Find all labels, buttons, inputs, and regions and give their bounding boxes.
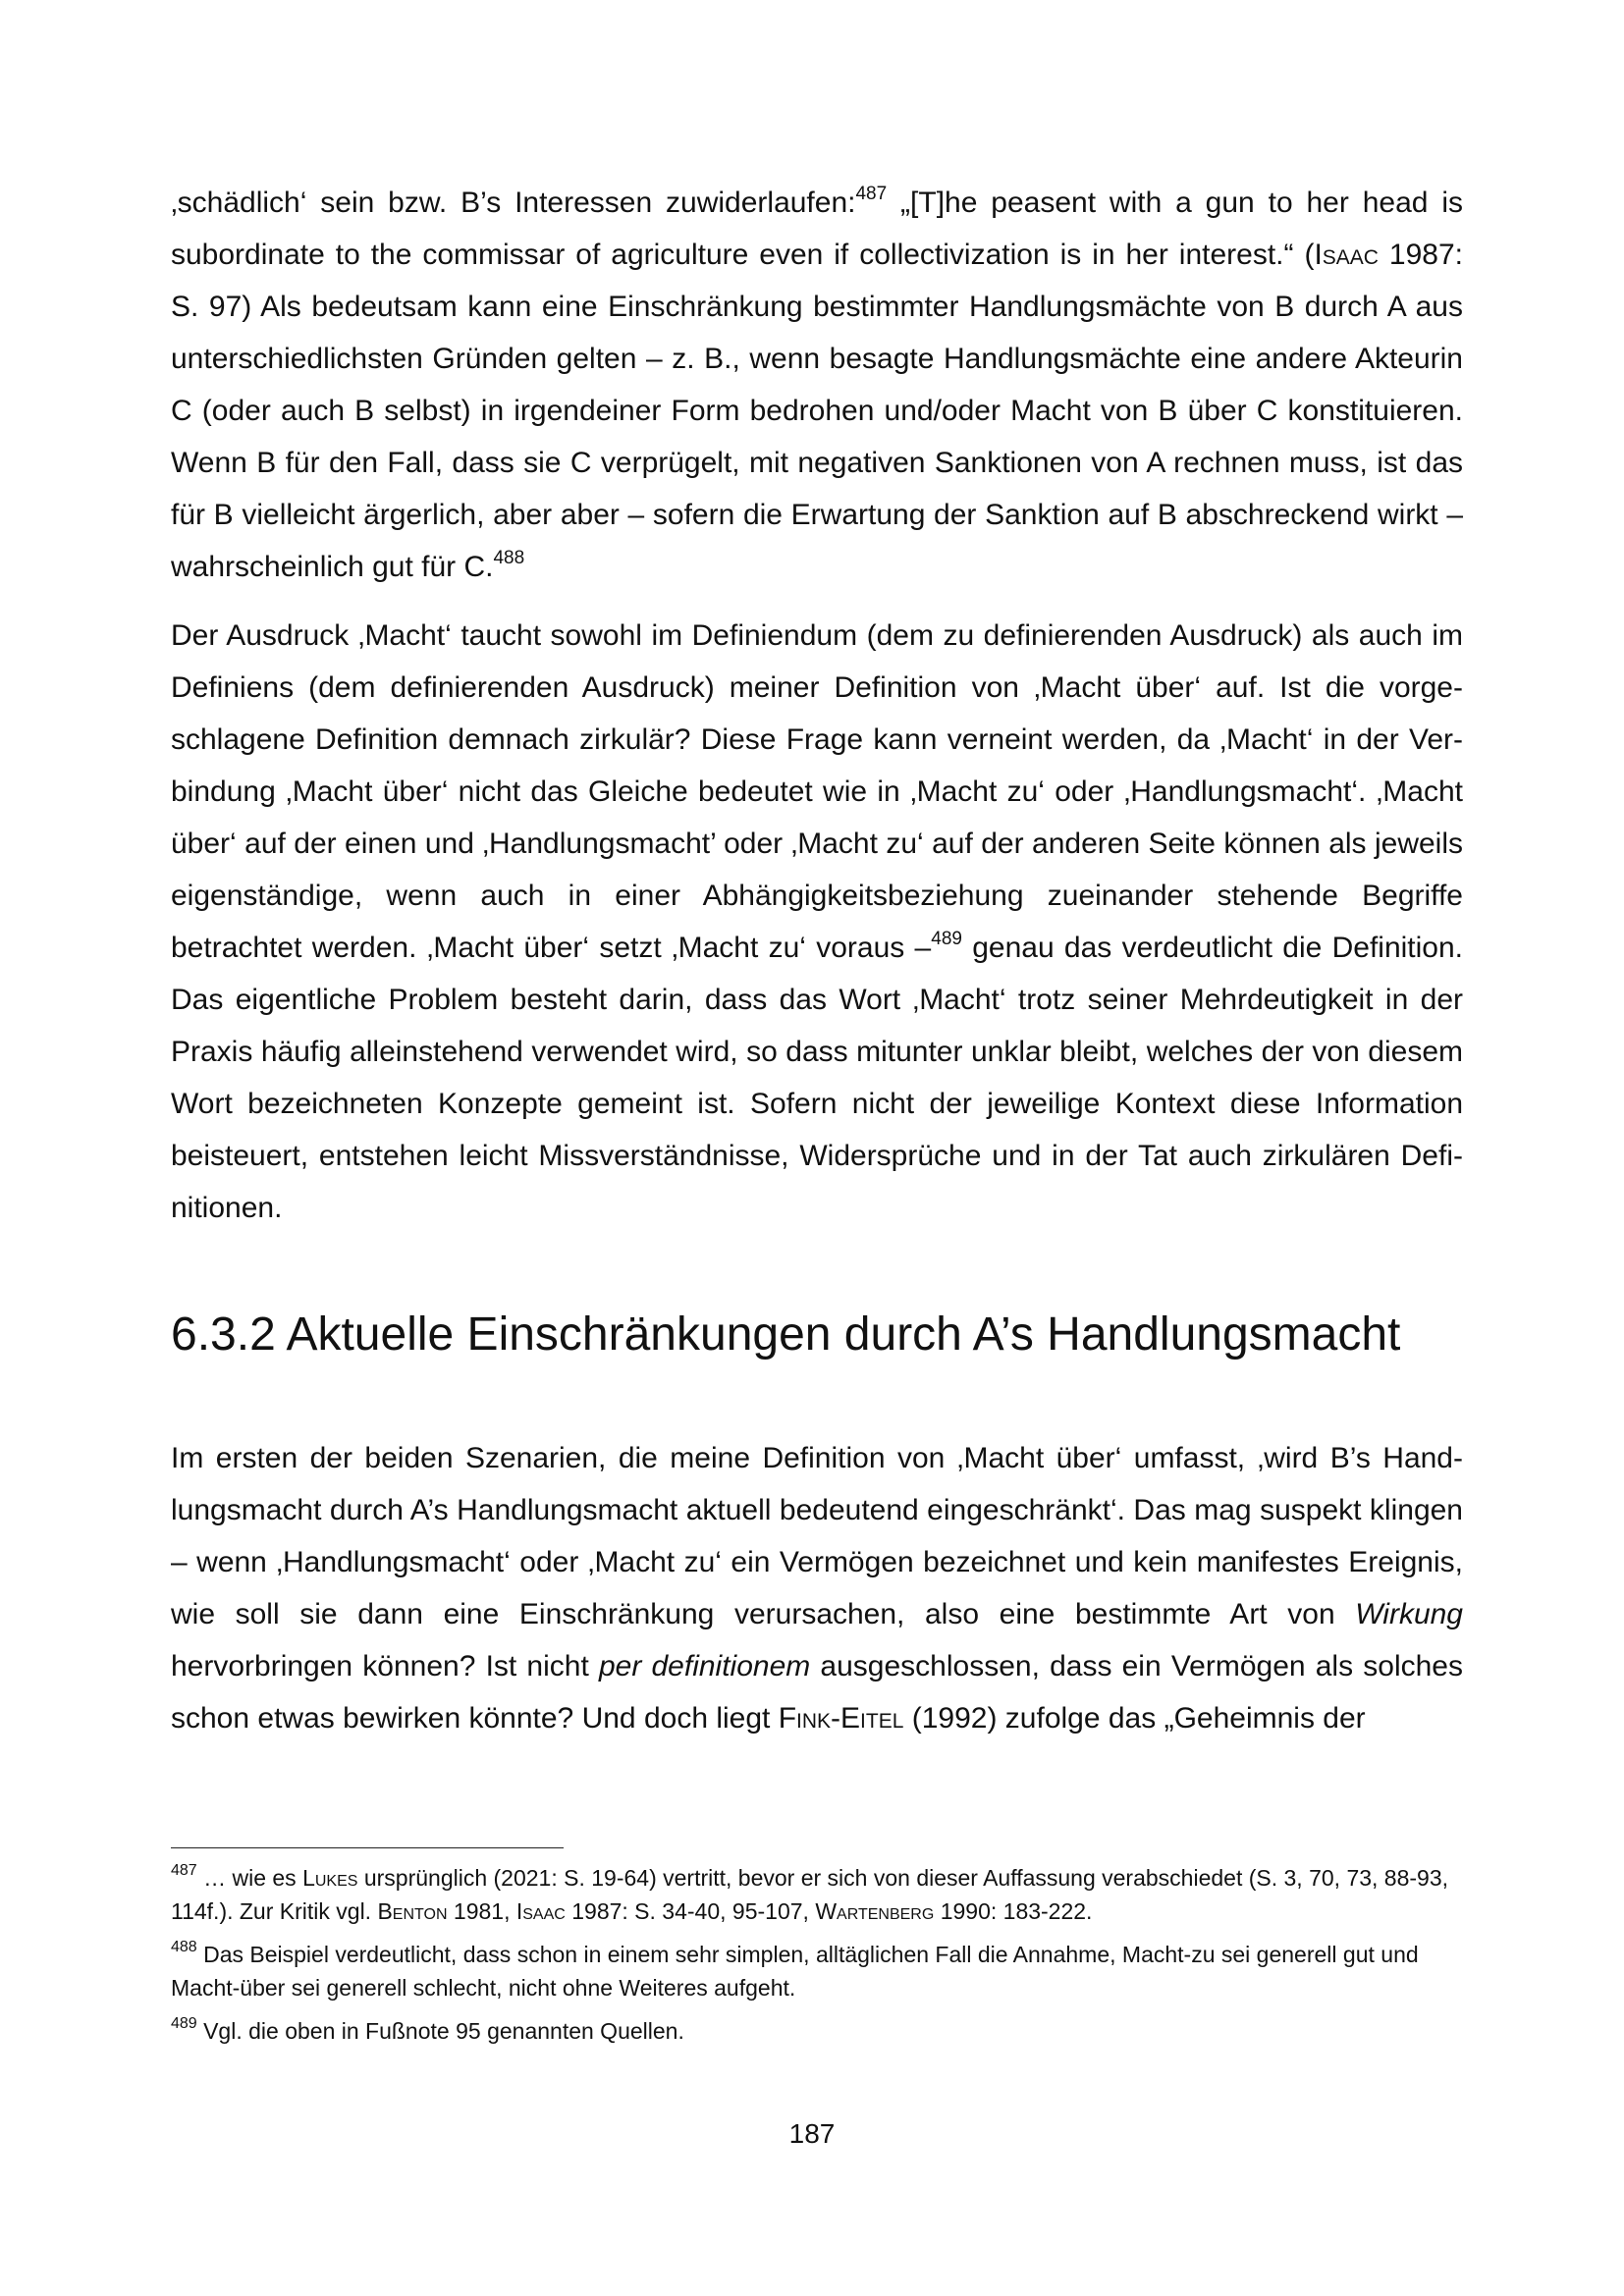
text: ausgeschlossen, dass ein Vermögen als solches schon etwas bewirken könnte? Und doch liegt <box>171 1650 1463 1735</box>
citation-author: Lukes <box>302 1865 358 1891</box>
text: 1987: S. 97) Als bedeutsam kann eine Einschränkung bestimmter Handlungsmächte von B durch A aus unterschiedlichsten Gründen gelten – z. B., wenn besagte Handlungsmächte eine andere Akteurin C (oder auch B selbst) in irgendeiner Form bedrohen und/oder Macht von B über C konstituieren. Wenn B für den Fall, dass sie C verprügelt, mit negativen Sanktionen von A rechnen muss, ist das für B vielleicht ärgerlich, aber aber – sofern die Erwartung der Sanktion auf B abschreckend wirkt – wahrscheinlich gut für C. <box>171 239 1463 583</box>
citation-author: Fink-Eitel <box>778 1702 904 1735</box>
citation-author: Isaac <box>515 1898 566 1924</box>
emphasis: Wirkung <box>1355 1598 1463 1630</box>
text: Der Ausdruck ‚Macht‘ taucht sowohl im Definiendum (dem zu definierenden Ausdruck) als auch im Definiens (dem definierenden Ausdruck) meiner Definition von ‚Macht über‘ auf. Ist die vorgeschlagene Definition demnach zirkulär? Diese Frage kann verneint werden, da ‚Macht‘ in der Verbindung ‚Macht über‘ nicht das Gleiche bedeutet wie in ‚Macht zu‘ oder ‚Handlungsmacht‘. ‚Macht über‘ auf der einen und ‚Handlungsmacht’ oder ‚Macht zu‘ auf der anderen Seite können als jeweils eigenständige, wenn auch in einer Abhängigkeitsbeziehung zueinander stehende Begriffe betrachtet werden. ‚Macht über‘ setzt ‚Macht zu‘ voraus – <box>171 619 1463 964</box>
text: hervorbringen können? Ist nicht <box>171 1650 599 1682</box>
footnote-ref[interactable]: 487 <box>855 184 888 204</box>
footnote-488 <box>171 1938 1463 2004</box>
text: Das Beispiel verdeutlicht, dass schon in einem sehr simplen, alltäglichen Fall die Annahme, Macht-zu sei generell gut und Macht-über sei generell schlecht, nicht ohne Weiteres aufgeht. <box>171 1942 1419 2001</box>
text: ursprünglich (2021: S. 19-64) vertritt, bevor er sich von dieser Auffassung verabschiedet (S. 3, 70, 73, 88-93, 114f.). Zur Kritik vgl. <box>171 1865 1449 1924</box>
footnotes <box>171 1861 1463 2057</box>
page-number: 187 <box>788 2118 836 2149</box>
text: (1992) zufolge das „Geheimnis der <box>903 1702 1366 1735</box>
footnote-number: 488 <box>171 1939 197 1956</box>
text: 1990: 183-222. <box>934 1898 1093 1924</box>
section-heading: 6.3.2 Aktuelle Einschränkungen durch A’s Handlungsmacht <box>171 1308 1401 1361</box>
footnote-divider <box>171 1847 564 1848</box>
text: Vgl. die oben in Fußnote 95 genannten Quellen. <box>196 2018 684 2044</box>
body-paragraph-2 <box>171 610 1463 1234</box>
body-paragraph-3 <box>171 1432 1463 1744</box>
footnote-number: 489 <box>171 2015 197 2033</box>
footnote-ref[interactable]: 488 <box>493 548 525 568</box>
footnote-number: 487 <box>171 1862 197 1880</box>
body-paragraph-1 <box>171 177 1463 593</box>
emphasis: per definitionem <box>598 1650 811 1682</box>
footnote-ref[interactable]: 489 <box>931 929 962 949</box>
citation-author: Wartenberg <box>815 1898 935 1924</box>
text: 1981, <box>447 1898 516 1924</box>
text: Im ersten der beiden Szenarien, die meine Definition von ‚Macht über‘ umfasst, ‚wird B’s Handlungsmacht durch A’s Handlungsmacht aktuell bedeutend eingeschränkt‘. Das mag suspekt klingen – wenn ‚Handlungsmacht‘ oder ‚Macht zu‘ ein Vermögen bezeichnet und kein manifestes Ereignis, wie soll sie dann eine Einschränkung verursachen, also eine bestimmte Art von <box>171 1442 1463 1630</box>
footnote-489 <box>171 2014 1463 2048</box>
footnote-487 <box>171 1861 1463 1928</box>
text: 1987: S. 34-40, 95-107, <box>565 1898 816 1924</box>
citation-author: Benton <box>377 1898 448 1924</box>
text: ‚schädlich‘ sein bzw. B’s Interessen zuwiderlaufen: <box>171 187 856 219</box>
citation-author: Isaac <box>1314 239 1379 271</box>
text: genau das verdeutlicht die Definition. Das eigentliche Problem besteht darin, dass das Wort ‚Macht‘ trotz seiner Mehrdeutigkeit in der Praxis häufig alleinstehend verwendet wird, so dass mitunter unklar bleibt, welches der von diesem Wort bezeichneten Konzepte gemeint ist. Sofern nicht der jeweilige Kontext diese Information beisteuert, entstehen leicht Missverständnisse, Widersprüche und in der Tat auch zirkulären Definitionen. <box>171 932 1463 1224</box>
text: „[T]he peasent with a gun to her head is subordinate to the commissar of agriculture even if collectivization is in her interest.“ ( <box>171 187 1463 271</box>
text: … wie es <box>196 1865 303 1891</box>
